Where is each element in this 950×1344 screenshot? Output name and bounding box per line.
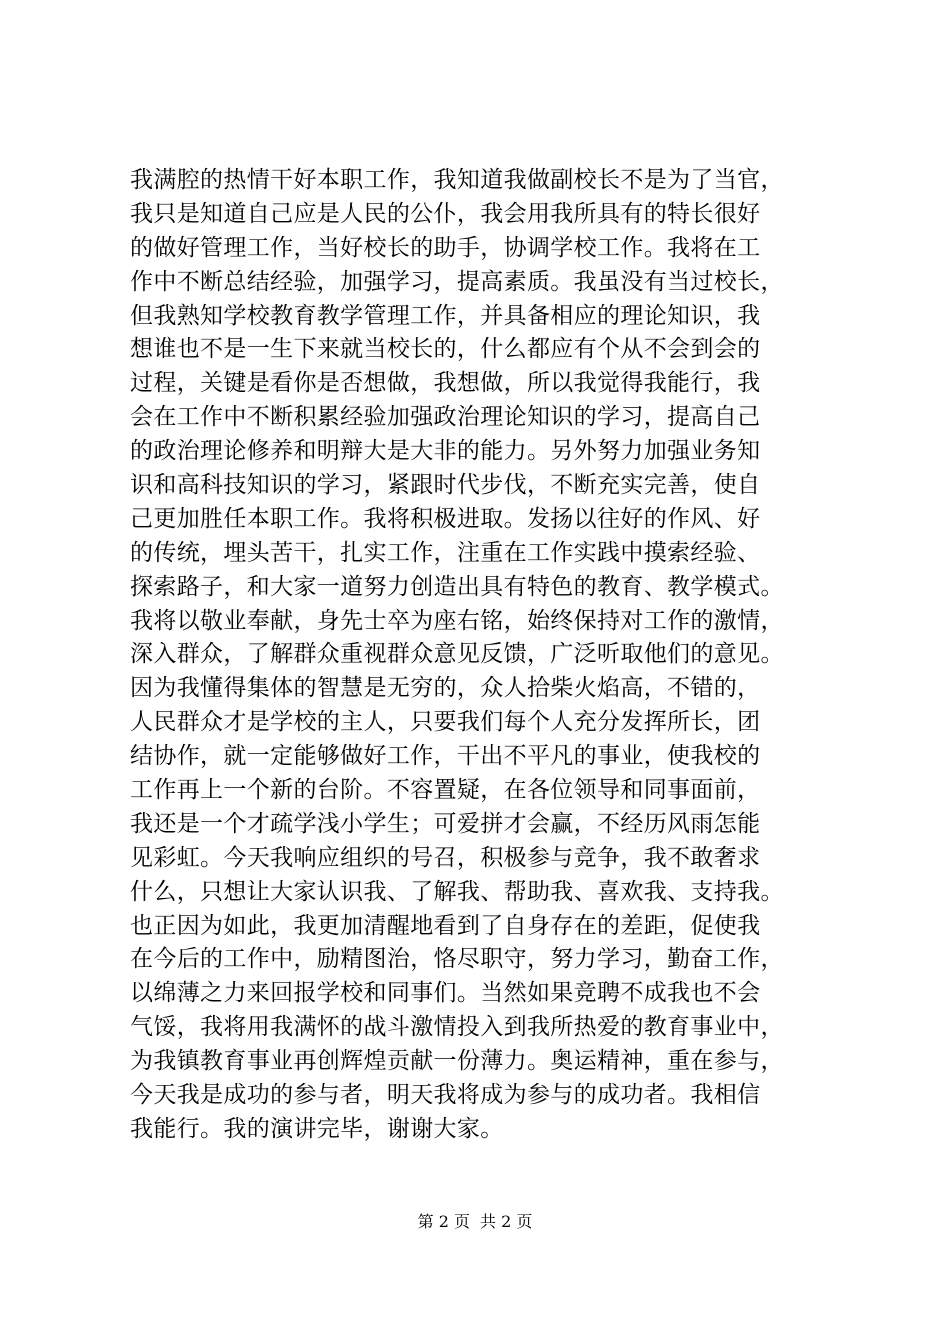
text-line: 见彩虹。今天我响应组织的号召，积极参与竞争，我不敢奢求 [130,844,761,871]
text-line: 会在工作中不断积累经验加强政治理论知识的学习，提高自己 [130,404,761,431]
text-line: 为我镇教育事业再创辉煌贡献一份薄力。奥运精神，重在参与， [130,1048,784,1075]
text-line: 我将以敬业奉献，身先士卒为座右铭，始终保持对工作的激情， [130,607,784,634]
text-line: 深入群众，了解群众重视群众意见反馈，广泛听取他们的意见。 [130,641,784,668]
text-line: 的做好管理工作，当好校长的助手，协调学校工作。我将在工 [130,234,761,261]
text-line: 的政治理论修养和明辩大是大非的能力。另外努力加强业务知 [130,438,761,465]
page-footer [0,1212,950,1232]
text-line: 想谁也不是一生下来就当校长的，什么都应有个从不会到会的 [130,336,761,363]
text-line: 气馁，我将用我满怀的战斗激情投入到我所热爱的教育事业中， [130,1014,784,1041]
text-line: 人民群众才是学校的主人，只要我们每个人充分发挥所长，团 [130,709,761,736]
text-line: 过程，关键是看你是否想做，我想做，所以我觉得我能行，我 [130,370,761,397]
text-line: 识和高科技知识的学习，紧跟时代步伐，不断充实完善，使自 [130,472,761,499]
page-number: 第 2 页 [417,1212,470,1231]
text-line: 结协作，就一定能够做好工作，干出不平凡的事业，使我校的 [130,743,761,770]
text-line: 工作再上一个新的台阶。不容置疑，在各位领导和同事面前， [130,777,761,804]
text-line: 我只是知道自己应是人民的公仆，我会用我所具有的特长很好 [130,200,761,227]
text-line: 我还是一个才疏学浅小学生；可爱拼才会赢，不经历风雨怎能 [130,810,761,837]
text-line: 我能行。我的演讲完毕，谢谢大家。 [130,1115,504,1142]
text-line: 作中不断总结经验，加强学习，提高素质。我虽没有当过校长， [130,268,784,295]
text-line: 什么，只想让大家认识我、了解我、帮助我、喜欢我、支持我。 [130,878,784,905]
text-line: 因为我懂得集体的智慧是无穷的，众人拾柴火焰高，不错的， [130,675,761,702]
text-line: 以绵薄之力来回报学校和同事们。当然如果竞聘不成我也不会 [130,980,761,1007]
text-line: 也正因为如此，我更加清醒地看到了自身存在的差距，促使我 [130,912,761,939]
text-line: 的传统，埋头苦干，扎实工作，注重在工作实践中摸索经验、 [130,539,761,566]
text-line: 我满腔的热情干好本职工作，我知道我做副校长不是为了当官， [130,167,784,193]
text-line: 但我熟知学校教育教学管理工作，并具备相应的理论知识，我 [130,302,761,329]
text-line: 己更加胜任本职工作。我将积极进取。发扬以往好的作风、好 [130,505,761,532]
text-line: 在今后的工作中，励精图治，恪尽职守，努力学习，勤奋工作， [130,946,784,973]
text-line: 今天我是成功的参与者，明天我将成为参与的成功者。我相信 [130,1082,761,1109]
text-line: 探索路子，和大家一道努力创造出具有特色的教育、教学模式。 [130,573,784,600]
page-total: 共 2 页 [480,1212,533,1231]
speech-body-text [130,164,830,1147]
